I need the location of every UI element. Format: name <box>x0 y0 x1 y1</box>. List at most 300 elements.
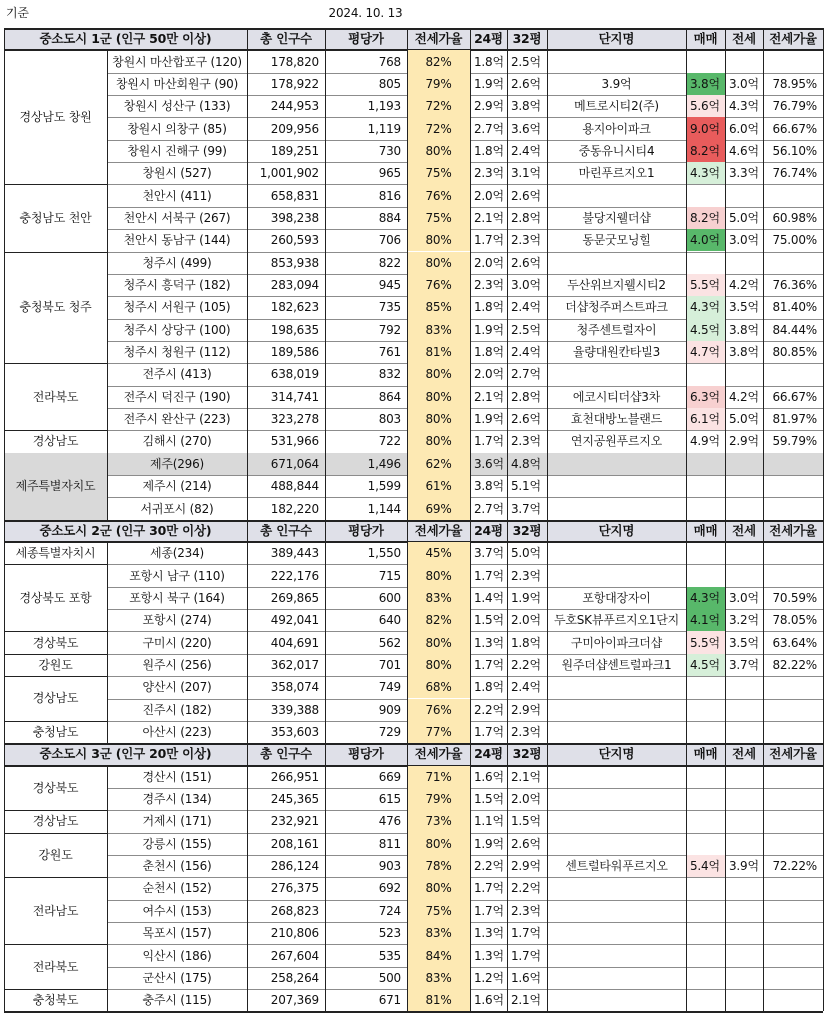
data-cell-pop: 222,176 <box>270 568 319 583</box>
data-cell-p24: 1.2억 <box>474 970 504 985</box>
city-name: 군산시 (175) <box>142 970 212 985</box>
data-cell-jeonse <box>725 877 763 899</box>
data-cell-jeonse <box>725 676 763 698</box>
data-cell-price: 1,599 <box>367 479 401 494</box>
complex-name: 용지아이파크 <box>582 121 651 136</box>
grid-line <box>4 542 5 743</box>
data-cell-sale <box>686 877 725 899</box>
data-cell-ratio2: 76.36% <box>772 278 817 293</box>
data-cell-pop: 404,691 <box>270 635 319 650</box>
complex-name <box>547 877 686 899</box>
data-cell-price: 864 <box>378 389 401 404</box>
complex-name <box>547 497 686 519</box>
data-cell-sale <box>686 900 725 922</box>
city-name: 순천시 (152) <box>142 881 212 896</box>
column-header: 전세가율 <box>763 743 823 765</box>
city-name: 원주시 (256) <box>142 657 212 672</box>
complex-name: 마린푸르지오1 <box>578 166 655 181</box>
data-cell-ratio2 <box>763 363 823 385</box>
data-cell-jeonse <box>725 900 763 922</box>
data-cell-p32: 1.6억 <box>511 970 541 985</box>
data-cell-ratio2 <box>763 900 823 922</box>
data-cell-p32: 5.0억 <box>511 546 541 561</box>
city-name: 거제시 (171) <box>142 814 212 829</box>
grid-line <box>763 743 764 765</box>
column-header: 전세가율 <box>407 520 470 542</box>
data-cell-ratio: 80% <box>407 833 470 855</box>
data-cell-pop: 314,741 <box>270 389 319 404</box>
data-cell-p24: 3.8억 <box>474 479 504 494</box>
city-name: 강릉시 (155) <box>142 836 212 851</box>
data-cell-sale <box>686 363 725 385</box>
data-cell-pop: 182,220 <box>270 501 319 516</box>
grid-line <box>823 766 824 1012</box>
data-cell-price: 701 <box>378 657 401 672</box>
data-cell-ratio: 80% <box>407 252 470 274</box>
grid-line <box>823 28 824 50</box>
complex-name <box>547 944 686 966</box>
data-cell-p24: 1.8억 <box>474 345 504 360</box>
grid-line <box>470 542 471 743</box>
city-name: 양산시 (207) <box>142 680 212 695</box>
grid-line <box>407 50 408 519</box>
data-cell-p24: 1.7억 <box>474 568 504 583</box>
data-cell-p32: 2.9억 <box>511 859 541 874</box>
grid-line <box>547 28 548 50</box>
data-cell-p24: 1.8억 <box>474 300 504 315</box>
data-cell-ratio: 81% <box>407 989 470 1011</box>
city-name: 창원시 (527) <box>142 166 212 181</box>
data-cell-p24: 1.5억 <box>474 613 504 628</box>
data-cell-sale: 4.3억 <box>686 587 725 609</box>
data-cell-p32: 2.0억 <box>511 792 541 807</box>
complex-name <box>547 363 686 385</box>
data-cell-p24: 2.9억 <box>474 99 504 114</box>
data-cell-pop: 353,603 <box>270 725 319 740</box>
data-cell-jeonse: 5.0억 <box>729 412 759 427</box>
data-cell-ratio: 85% <box>407 296 470 318</box>
city-name: 청주시 (499) <box>142 255 212 270</box>
data-cell-p32: 3.1억 <box>511 166 541 181</box>
data-cell-ratio: 73% <box>407 810 470 832</box>
complex-name: 3.9억 <box>601 76 632 91</box>
column-header: 32평 <box>507 743 547 765</box>
data-cell-pop: 232,921 <box>270 814 319 829</box>
region-name: 경상남도 창원 <box>19 110 92 125</box>
grid-line <box>407 28 408 50</box>
data-cell-price: 715 <box>378 568 401 583</box>
grid-line <box>725 520 726 542</box>
data-cell-p24: 1.7억 <box>474 881 504 896</box>
data-cell-p24: 1.7억 <box>474 434 504 449</box>
data-cell-sale <box>686 833 725 855</box>
data-cell-ratio2: 72.22% <box>772 859 817 874</box>
data-cell-sale <box>686 989 725 1011</box>
grid-line <box>507 766 508 1012</box>
data-cell-pop: 207,369 <box>270 993 319 1008</box>
data-cell-p32: 2.1억 <box>511 993 541 1008</box>
grid-line <box>4 28 5 50</box>
data-cell-ratio: 61% <box>407 475 470 497</box>
data-cell-p32: 2.6억 <box>511 255 541 270</box>
data-cell-pop: 269,865 <box>270 590 319 605</box>
grid-line <box>4 743 823 745</box>
base-label: 기준 <box>6 6 29 20</box>
data-cell-ratio: 80% <box>407 654 470 676</box>
data-cell-ratio2: 75.00% <box>772 233 817 248</box>
grid-line <box>247 28 248 50</box>
data-cell-ratio2 <box>763 833 823 855</box>
data-cell-p32: 2.3억 <box>511 903 541 918</box>
region-name: 충청남도 천안 <box>19 210 92 225</box>
data-cell-jeonse: 4.6억 <box>729 143 759 158</box>
data-cell-ratio: 84% <box>407 944 470 966</box>
data-cell-p32: 1.7억 <box>511 926 541 941</box>
data-cell-p32: 2.8억 <box>511 389 541 404</box>
data-cell-ratio2 <box>763 184 823 206</box>
data-cell-price: 822 <box>378 255 401 270</box>
data-cell-pop: 323,278 <box>270 412 319 427</box>
data-cell-p24: 2.2억 <box>474 859 504 874</box>
data-cell-sale: 5.6억 <box>686 95 725 117</box>
data-cell-ratio: 81% <box>407 341 470 363</box>
data-cell-pop: 260,593 <box>270 233 319 248</box>
city-name: 제주(296) <box>107 453 247 475</box>
data-cell-p24: 1.9억 <box>474 76 504 91</box>
grid-line <box>407 542 408 743</box>
city-name: 천안시 서북구 (267) <box>123 210 231 225</box>
grid-line <box>4 28 823 30</box>
data-cell-jeonse <box>725 453 763 475</box>
data-cell-ratio: 69% <box>407 497 470 519</box>
grid-line <box>4 743 5 765</box>
data-cell-jeonse <box>725 766 763 788</box>
data-cell-price: 761 <box>378 345 401 360</box>
data-cell-ratio: 83% <box>407 967 470 989</box>
column-header: 매매 <box>686 520 725 542</box>
data-cell-jeonse: 5.0억 <box>729 210 759 225</box>
grid-line <box>407 766 408 1012</box>
data-cell-sale: 3.8억 <box>686 73 725 95</box>
complex-name <box>547 833 686 855</box>
data-cell-p32: 2.5억 <box>511 54 541 69</box>
data-cell-p32: 2.3억 <box>511 233 541 248</box>
city-name: 충주시 (115) <box>142 993 212 1008</box>
city-name: 천안시 (411) <box>142 188 212 203</box>
data-cell-price: 945 <box>378 278 401 293</box>
data-cell-sale <box>686 810 725 832</box>
grid-line <box>4 520 823 522</box>
data-cell-price: 832 <box>378 367 401 382</box>
data-cell-sale: 9.0억 <box>686 117 725 139</box>
data-cell-sale: 5.4억 <box>686 855 725 877</box>
data-cell-pop: 283,094 <box>270 278 319 293</box>
data-cell-p32: 2.4억 <box>511 300 541 315</box>
data-cell-ratio2 <box>763 542 823 564</box>
grid-line <box>107 766 108 1012</box>
data-cell-ratio: 76% <box>407 184 470 206</box>
column-header: 전세가율 <box>407 28 470 50</box>
data-cell-ratio2 <box>763 788 823 810</box>
data-cell-ratio2 <box>763 810 823 832</box>
grid-line <box>107 542 108 743</box>
region-name: 경상남도 <box>32 814 79 829</box>
data-cell-ratio2 <box>763 967 823 989</box>
region-name: 강원도 <box>38 847 73 862</box>
region-name: 충청남도 <box>32 725 79 740</box>
data-cell-p24: 2.3억 <box>474 278 504 293</box>
data-cell-jeonse <box>725 184 763 206</box>
data-cell-ratio2 <box>763 676 823 698</box>
data-cell-ratio: 83% <box>407 587 470 609</box>
data-cell-ratio2: 84.44% <box>772 322 817 337</box>
data-cell-p24: 2.0억 <box>474 367 504 382</box>
city-name: 서귀포시 (82) <box>140 501 214 516</box>
data-cell-p32: 2.6억 <box>511 836 541 851</box>
data-cell-ratio2 <box>763 922 823 944</box>
data-cell-jeonse <box>725 810 763 832</box>
complex-name: 불당지웰더샵 <box>582 210 651 225</box>
complex-name: 중동유니시티4 <box>578 143 655 158</box>
data-cell-ratio2 <box>763 497 823 519</box>
data-cell-p24: 1.7억 <box>474 657 504 672</box>
data-cell-p32: 2.6억 <box>511 76 541 91</box>
grid-line <box>247 766 248 1012</box>
data-cell-pop: 266,951 <box>270 769 319 784</box>
column-header: 전세 <box>725 28 763 50</box>
data-cell-jeonse: 3.0억 <box>729 590 759 605</box>
data-cell-p24: 1.3억 <box>474 948 504 963</box>
data-cell-p24: 2.1억 <box>474 389 504 404</box>
data-cell-jeonse: 3.2억 <box>729 613 759 628</box>
data-cell-p24: 1.3억 <box>474 635 504 650</box>
data-cell-pop: 339,388 <box>270 702 319 717</box>
data-cell-pop: 398,238 <box>270 210 319 225</box>
data-cell-ratio2 <box>763 699 823 721</box>
grid-line <box>325 766 326 1012</box>
section-title: 중소도시 3군 (인구 20만 이상) <box>4 743 247 765</box>
data-cell-p24: 2.3억 <box>474 166 504 181</box>
base-date: 2024. 10. 13 <box>328 6 403 20</box>
data-cell-ratio: 83% <box>407 922 470 944</box>
column-header: 전세가율 <box>763 520 823 542</box>
data-cell-p24: 2.2억 <box>474 702 504 717</box>
column-header: 전세 <box>725 743 763 765</box>
complex-name: 동문굿모닝힐 <box>582 233 651 248</box>
data-cell-pop: 1,001,902 <box>259 166 319 181</box>
data-cell-jeonse: 4.2억 <box>729 389 759 404</box>
complex-name <box>547 721 686 743</box>
city-name: 경주시 (134) <box>142 792 212 807</box>
data-cell-p24: 1.7억 <box>474 903 504 918</box>
data-cell-pop: 853,938 <box>270 255 319 270</box>
section-title: 중소도시 1군 (인구 50만 이상) <box>4 28 247 50</box>
column-header: 매매 <box>686 28 725 50</box>
data-cell-jeonse <box>725 699 763 721</box>
data-cell-pop: 267,604 <box>270 948 319 963</box>
grid-line <box>4 766 5 1012</box>
complex-name: 율량대원칸타빌3 <box>572 345 661 360</box>
data-cell-p24: 1.7억 <box>474 233 504 248</box>
data-cell-p32: 2.3억 <box>511 568 541 583</box>
data-cell-price: 903 <box>378 859 401 874</box>
data-cell-ratio2 <box>763 721 823 743</box>
data-cell-p32: 2.0억 <box>511 613 541 628</box>
data-cell-sale: 6.3억 <box>686 386 725 408</box>
grid-line <box>725 542 726 743</box>
data-cell-price: 706 <box>378 233 401 248</box>
city-name: 청주시 흥덕구 (182) <box>123 278 231 293</box>
region-name: 전라북도 <box>32 959 79 974</box>
data-cell-pop: 488,844 <box>270 479 319 494</box>
complex-name: 센트럴타워푸르지오 <box>565 859 668 874</box>
grid-line <box>547 766 548 1012</box>
city-name: 제주시 (214) <box>142 479 212 494</box>
data-cell-sale <box>686 721 725 743</box>
data-cell-price: 729 <box>378 725 401 740</box>
complex-name: 원주더샵센트럴파크1 <box>561 657 672 672</box>
data-cell-price: 669 <box>378 769 401 784</box>
section-title: 중소도시 2군 (인구 30만 이상) <box>4 520 247 542</box>
data-cell-price: 722 <box>378 434 401 449</box>
data-cell-price: 600 <box>378 590 401 605</box>
data-cell-p24: 3.6억 <box>470 453 507 475</box>
data-cell-pop: 389,443 <box>270 546 319 561</box>
data-cell-jeonse: 6.0억 <box>729 121 759 136</box>
region-name: 경상북도 포항 <box>19 590 92 605</box>
data-cell-sale <box>686 542 725 564</box>
data-cell-jeonse <box>725 542 763 564</box>
column-header: 평당가 <box>325 520 407 542</box>
data-cell-sale: 8.2억 <box>686 140 725 162</box>
grid-line <box>507 28 508 50</box>
complex-name <box>547 788 686 810</box>
city-name: 목포시 (157) <box>142 926 212 941</box>
data-cell-jeonse <box>725 944 763 966</box>
grid-line <box>686 50 687 519</box>
data-cell-price: 562 <box>378 635 401 650</box>
city-name: 전주시 (413) <box>142 367 212 382</box>
grid-line <box>547 50 548 519</box>
data-cell-price: 724 <box>378 903 401 918</box>
data-cell-jeonse: 3.8억 <box>729 345 759 360</box>
city-name: 전주시 완산구 (223) <box>123 412 231 427</box>
column-header: 24평 <box>470 520 507 542</box>
data-cell-sale: 4.5억 <box>686 319 725 341</box>
data-cell-pop: 268,823 <box>270 903 319 918</box>
data-cell-pop: 245,365 <box>270 792 319 807</box>
data-cell-p32: 2.3억 <box>511 725 541 740</box>
data-cell-price: 811 <box>378 836 401 851</box>
complex-name: 포항대장자이 <box>582 590 651 605</box>
data-cell-sale: 5.5억 <box>686 631 725 653</box>
grid-line <box>547 542 548 743</box>
data-cell-p32: 2.4억 <box>511 680 541 695</box>
data-cell-sale <box>686 766 725 788</box>
data-cell-p32: 3.8억 <box>511 99 541 114</box>
data-cell-p24: 2.0억 <box>474 255 504 270</box>
data-cell-ratio: 75% <box>407 162 470 184</box>
column-header: 24평 <box>470 743 507 765</box>
data-cell-pop: 362,017 <box>270 657 319 672</box>
grid-line <box>686 542 687 743</box>
data-cell-jeonse: 4.2억 <box>729 278 759 293</box>
complex-name <box>547 50 686 72</box>
data-cell-price: 523 <box>378 926 401 941</box>
data-cell-pop: 286,124 <box>270 859 319 874</box>
data-cell-ratio: 80% <box>407 408 470 430</box>
grid-line <box>763 50 764 519</box>
data-cell-jeonse: 3.9억 <box>729 859 759 874</box>
data-cell-p32: 4.8억 <box>507 453 547 475</box>
data-cell-p24: 1.8억 <box>474 54 504 69</box>
complex-name: 더샵청주퍼스트파크 <box>565 300 668 315</box>
data-cell-ratio2: 76.74% <box>772 166 817 181</box>
grid-line <box>823 542 824 743</box>
column-header: 단지명 <box>547 520 686 542</box>
grid-line <box>407 743 408 765</box>
data-cell-sale <box>686 475 725 497</box>
grid-line <box>547 520 548 542</box>
city-name: 창원시 의창구 (85) <box>127 121 227 136</box>
city-name: 전주시 덕진구 (190) <box>123 389 231 404</box>
data-cell-sale <box>686 184 725 206</box>
data-cell-p32: 5.1억 <box>511 479 541 494</box>
data-cell-jeonse <box>725 989 763 1011</box>
complex-name <box>547 900 686 922</box>
region-name: 충청북도 <box>32 993 79 1008</box>
region-name: 제주특별자치도 <box>4 453 107 520</box>
data-cell-ratio: 80% <box>407 386 470 408</box>
data-cell-p32: 2.2억 <box>511 881 541 896</box>
grid-line <box>763 542 764 743</box>
data-cell-p32: 3.6억 <box>511 121 541 136</box>
data-cell-p24: 2.7억 <box>474 501 504 516</box>
data-cell-ratio2 <box>763 877 823 899</box>
data-cell-jeonse <box>725 363 763 385</box>
grid-line <box>763 766 764 1012</box>
data-cell-ratio: 80% <box>407 430 470 452</box>
data-cell-p32: 1.9억 <box>511 590 541 605</box>
complex-name <box>547 676 686 698</box>
column-header: 총 인구수 <box>247 28 325 50</box>
data-cell-jeonse <box>725 564 763 586</box>
region-name: 전라남도 <box>32 903 79 918</box>
data-cell-pop: 208,161 <box>270 836 319 851</box>
data-cell-sale <box>686 497 725 519</box>
data-cell-sale: 5.5억 <box>686 274 725 296</box>
column-header: 총 인구수 <box>247 520 325 542</box>
complex-name <box>547 967 686 989</box>
city-name: 청주시 서원구 (105) <box>123 300 231 315</box>
city-name: 익산시 (186) <box>142 948 212 963</box>
column-header: 단지명 <box>547 743 686 765</box>
data-cell-sale: 8.2억 <box>686 207 725 229</box>
data-cell-ratio2: 78.05% <box>772 613 817 628</box>
column-header: 매매 <box>686 743 725 765</box>
grid-line <box>725 743 726 765</box>
data-cell-p24: 3.7억 <box>474 546 504 561</box>
data-cell-jeonse: 3.7억 <box>729 657 759 672</box>
city-name: 창원시 진해구 (99) <box>127 143 227 158</box>
data-cell-jeonse: 4.3억 <box>729 99 759 114</box>
data-cell-price: 671 <box>378 993 401 1008</box>
grid-line <box>470 50 471 519</box>
data-cell-jeonse <box>725 50 763 72</box>
data-cell-ratio2: 70.59% <box>772 590 817 605</box>
data-cell-ratio: 75% <box>407 900 470 922</box>
data-cell-jeonse: 3.3억 <box>729 166 759 181</box>
